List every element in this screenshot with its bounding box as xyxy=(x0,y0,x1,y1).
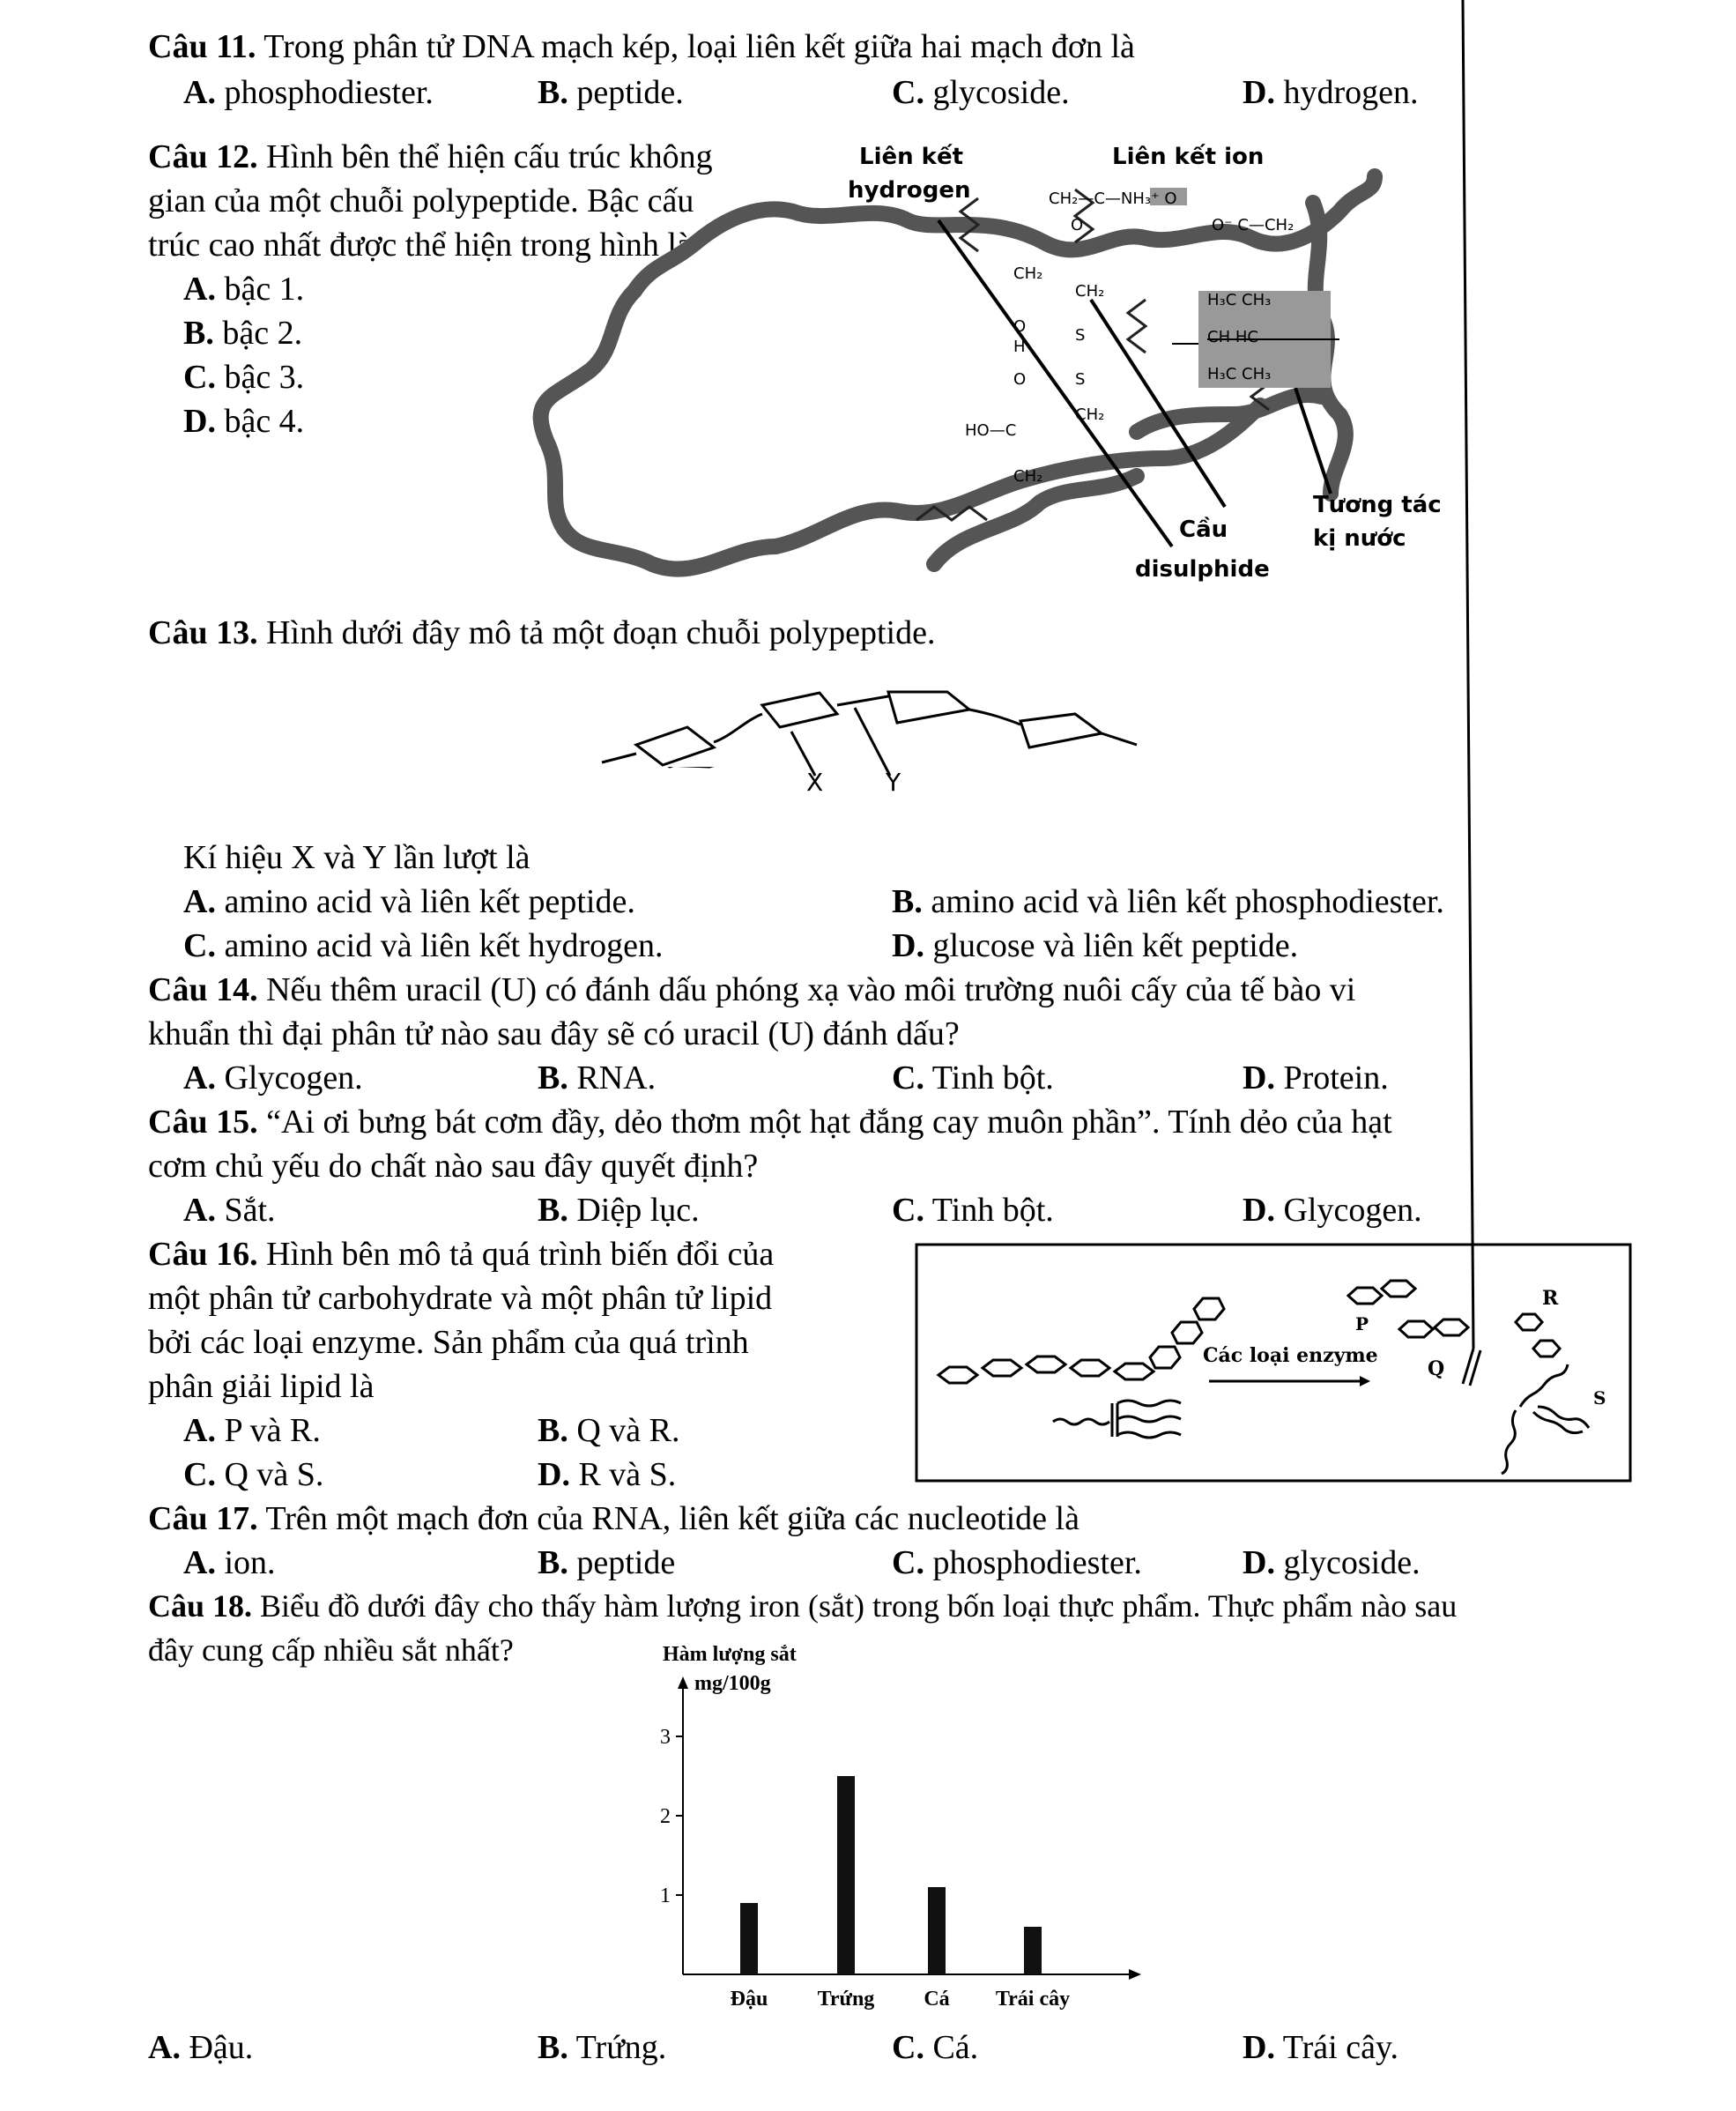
q18-line-1: Câu 18. Biểu đồ dưới đây cho thấy hàm lượng iron (sắt) trong bốn loại thực phẩm. Thực phẩm nào sau xyxy=(148,1588,1458,1624)
q17-option-d: D. glycoside. xyxy=(1243,1544,1421,1581)
q12-option-b: B. bậc 2. xyxy=(183,315,303,352)
q16-option-d: D. R và S. xyxy=(538,1456,677,1493)
x-axis-arrow xyxy=(1129,1969,1141,1980)
y-tick-label: 3 xyxy=(660,1726,671,1749)
chem-ch-hc: CH HC xyxy=(1207,328,1258,346)
x-tick-label: Trứng xyxy=(817,1988,875,2011)
q14-line-2: khuẩn thì đại phân tử nào sau đây sẽ có uracil (U) đánh dấu? xyxy=(148,1015,960,1052)
label-y: Y xyxy=(886,768,901,797)
chem-o-h: O H xyxy=(1013,317,1027,356)
q12-line-3: trúc cao nhất được thể hiện trong hình là xyxy=(148,227,692,264)
q15-line-1: Câu 15. “Ai ơi bưng bát cơm đầy, dẻo thơm một hạt đắng cay muôn phần”. Tính dẻo của hạt xyxy=(148,1104,1392,1141)
q12-option-d: D. bậc 4. xyxy=(183,403,305,440)
q16-line-1: Câu 16. Hình bên mô tả quá trình biến đổi của xyxy=(148,1236,775,1273)
q15-option-a: A. Sắt. xyxy=(183,1192,276,1229)
q15-option-b: B. Diệp lục. xyxy=(538,1192,700,1229)
q11-text: Trong phân tử DNA mạch kép, loại liên kết giữa hai mạch đơn là xyxy=(256,28,1135,65)
q17-stem: Câu 17. Trên một mạch đơn của RNA, liên kết giữa các nucleotide là xyxy=(148,1500,1079,1537)
q13-question: Kí hiệu X và Y lần lượt là xyxy=(183,839,530,876)
q11-number: Câu 11. xyxy=(148,28,256,65)
chem-o-2: O xyxy=(1013,370,1027,389)
label-ion-bond: Liên kết ion xyxy=(1112,144,1265,170)
q16-line-2: một phân tử carbohydrate và một phân tử lipid xyxy=(148,1280,773,1317)
chem-ch2-mid: CH₂ xyxy=(1075,282,1105,301)
q14-line-1: Câu 14. Nếu thêm uracil (U) có đánh dấu phóng xạ vào môi trường nuôi cấy của tế bào vi xyxy=(148,971,1356,1008)
chem-s-2: S xyxy=(1075,370,1086,389)
y-tick-label: 2 xyxy=(660,1805,671,1828)
product-q-label: Q xyxy=(1428,1357,1445,1380)
q16-line-3: bởi các loại enzyme. Sản phẩm của quá trình xyxy=(148,1324,749,1361)
q16-option-c: C. Q và S. xyxy=(183,1456,324,1493)
q12-line-2: gian của một chuỗi polypeptide. Bậc cấu xyxy=(148,182,694,219)
chem-ch2-low: CH₂ xyxy=(1075,405,1105,424)
q18-option-d: D. Trái cây. xyxy=(1243,2029,1398,2066)
q11-option-b: B. peptide. xyxy=(538,74,684,111)
q11-option-a: A. phosphodiester. xyxy=(183,74,434,111)
q17-option-a: A. ion. xyxy=(183,1544,276,1581)
chem-ho-c: HO—C xyxy=(965,421,1017,440)
label-hydrophobic-line-2: kị nước xyxy=(1313,525,1406,552)
x-tick-label: Đậu xyxy=(730,1988,768,2011)
product-p-label: P xyxy=(1355,1313,1369,1334)
label-hydrogen-line-1: Liên kết xyxy=(859,144,964,170)
q15-line-2: cơm chủ yếu do chất nào sau đây quyết định? xyxy=(148,1148,759,1185)
product-r-label: R xyxy=(1542,1287,1559,1310)
q12-option-a: A. bậc 1. xyxy=(183,271,305,308)
label-hydrogen-line-2: hydrogen xyxy=(848,177,971,204)
label-disulphide-line-2: disulphide xyxy=(1135,556,1270,583)
q16-line-4: phân giải lipid là xyxy=(148,1368,375,1405)
q11-option-c: C. glycoside. xyxy=(892,74,1070,111)
q14-option-b: B. RNA. xyxy=(538,1059,657,1096)
product-s-label: S xyxy=(1593,1387,1606,1409)
enzyme-label: Các loại enzyme xyxy=(1203,1344,1378,1367)
label-hydrophobic-line-1: Tương tác xyxy=(1313,492,1442,518)
q18-line-2: đây cung cấp nhiều sắt nhất? xyxy=(148,1632,514,1668)
q16-option-b: B. Q và R. xyxy=(538,1412,680,1449)
q14-option-c: C. Tinh bột. xyxy=(892,1059,1054,1096)
q18-option-b: B. Trứng. xyxy=(538,2029,667,2066)
q14-option-d: D. Protein. xyxy=(1243,1059,1389,1096)
chem-o-carbonyl: O xyxy=(1071,216,1084,234)
chart-ylabel-2: mg/100g xyxy=(694,1672,771,1695)
chem-c-ch2: O⁻ C—CH₂ xyxy=(1212,216,1295,234)
q13-option-a: A. amino acid và liên kết peptide. xyxy=(183,883,635,920)
bar-0 xyxy=(740,1903,758,1974)
x-tick-label: Cá xyxy=(924,1988,950,2011)
q17-option-b: B. peptide xyxy=(538,1544,676,1581)
chem-ch2-top: CH₂—C—NH₃⁺ O xyxy=(1049,190,1177,208)
label-disulphide-line-1: Cầu xyxy=(1179,517,1228,543)
chem-ch2-left: CH₂ xyxy=(1013,264,1043,283)
q18-option-a: A. Đậu. xyxy=(148,2029,254,2066)
chem-ch2-bottom: CH₂ xyxy=(1013,467,1043,486)
q15-option-c: C. Tinh bột. xyxy=(892,1192,1054,1229)
q13-option-b: B. amino acid và liên kết phosphodiester. xyxy=(892,883,1444,920)
q13-option-d: D. glucose và liên kết peptide. xyxy=(892,927,1299,964)
chart-ylabel-1: Hàm lượng sắt xyxy=(663,1643,797,1666)
q17-option-c: C. phosphodiester. xyxy=(892,1544,1142,1581)
q14-option-a: A. Glycogen. xyxy=(183,1059,363,1096)
bar-3 xyxy=(1024,1927,1042,1974)
label-x: X xyxy=(806,768,824,797)
chem-h3c-ch3-top: H₃C CH₃ xyxy=(1207,291,1272,309)
q15-option-d: D. Glycogen. xyxy=(1243,1192,1422,1229)
x-tick-label: Trái cây xyxy=(995,1988,1071,2011)
q13-stem: Câu 13. Hình dưới đây mô tả một đoạn chuỗi polypeptide. xyxy=(148,614,936,651)
chem-h3c-ch3-bottom: H₃C CH₃ xyxy=(1207,365,1272,383)
q11-option-d: D. hydrogen. xyxy=(1243,74,1419,111)
q16-option-a: A. P và R. xyxy=(183,1412,321,1449)
bar-1 xyxy=(837,1776,855,1974)
q13-option-c: C. amino acid và liên kết hydrogen. xyxy=(183,927,664,964)
q18-option-c: C. Cá. xyxy=(892,2029,979,2066)
y-tick-label: 1 xyxy=(660,1884,671,1907)
q12-option-c: C. bậc 3. xyxy=(183,359,305,396)
q12-line-1: Câu 12. Hình bên thể hiện cấu trúc không xyxy=(148,138,713,175)
chem-s-1: S xyxy=(1075,326,1086,345)
y-axis-arrow xyxy=(678,1676,688,1689)
bar-2 xyxy=(928,1887,946,1974)
